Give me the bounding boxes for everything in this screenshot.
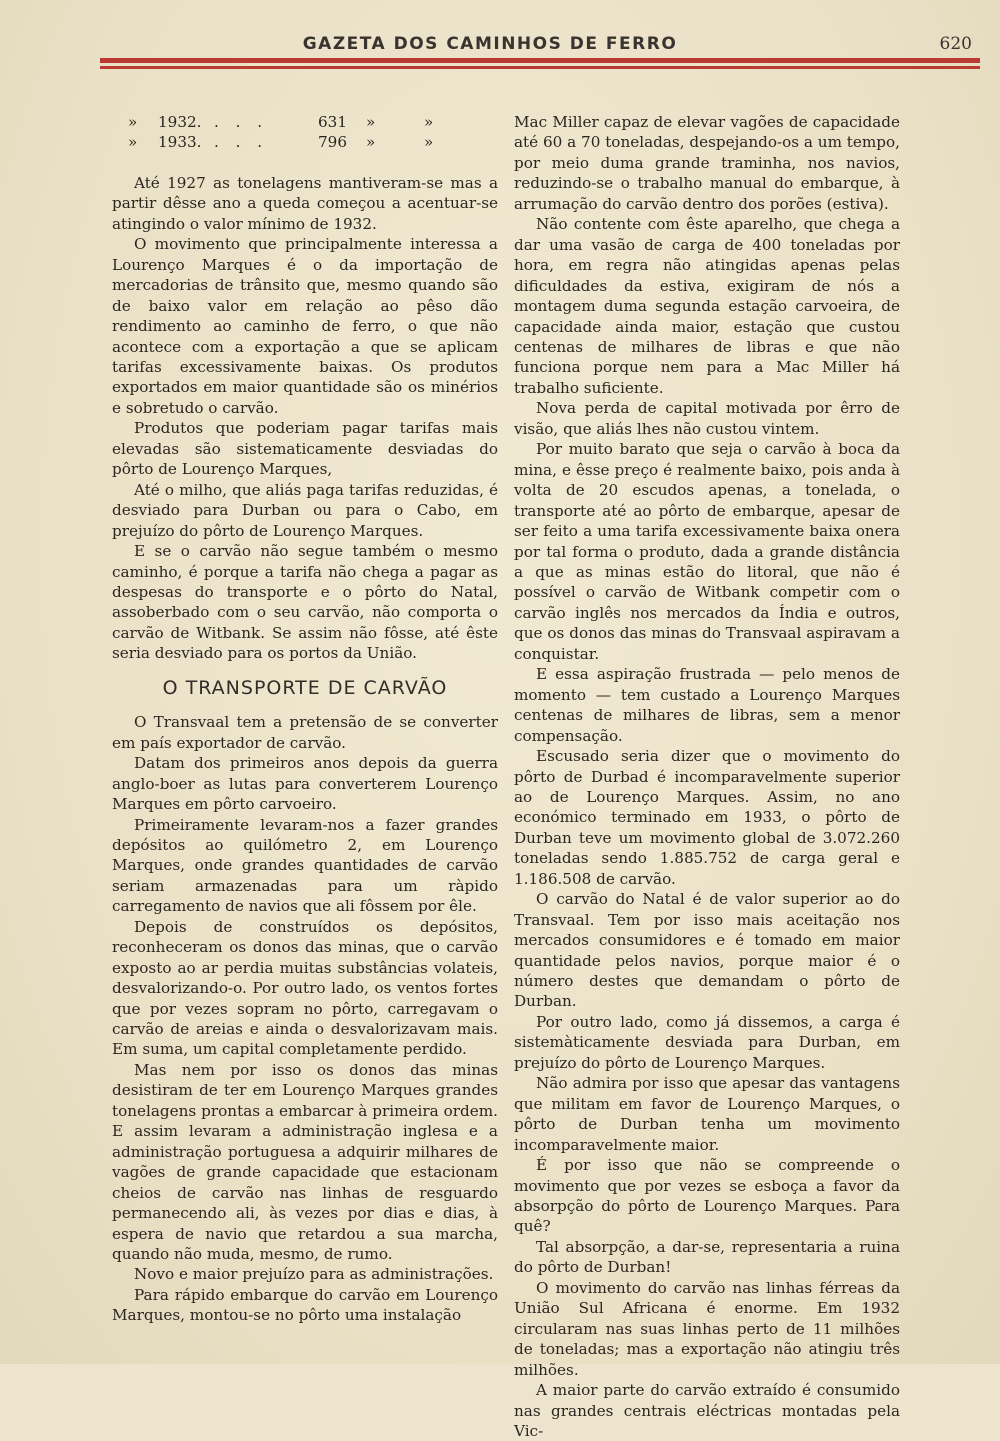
value-cell: 631 xyxy=(318,113,347,131)
paragraph: Até 1927 as tonelagens mantiveram-se mas a partir dêsse ano a queda começou a acentuar-se atingindo o valor mínimo de 1932. xyxy=(112,173,498,233)
header-rule-thick xyxy=(100,58,980,63)
paragraph: Para rápido embarque do carvão em Lourenço Marques, montou-se no pôrto uma instalação xyxy=(112,1285,498,1325)
paragraph: O movimento que principalmente interessa a Lourenço Marques é o da importação de mercadorias de trânsito que, mesmo quando são de baixo valor em relação ao pêso dão rendimento ao caminho de ferro, o que não acontece com a exportação a que se aplicam tarifas excessivamente baixas. Os produtos exportados em maior quantidade são os minérios e sobretudo o carvão. xyxy=(112,235,498,417)
tonnage-row-1933 xyxy=(112,132,498,152)
paragraph: E se o carvão não segue também o mesmo caminho, é porque a tarifa não chega a pagar as despesas do transporte e o pôrto do Natal, assoberbado com o seu carvão, não comporta o carvão de Witbank. Se assim não fôsse, até êste seria desviado para os portos da União. xyxy=(112,542,498,663)
paragraph: Produtos que poderiam pagar tarifas mais elevadas são sistematicamente desviadas do pôrto de Lourenço Marques, xyxy=(112,419,498,479)
left-column xyxy=(112,112,498,1326)
paragraph: Depois de construídos os depósitos, reconheceram os donos das minas, que o carvão exposto ao ar perdia muitas substâncias volateis, desvalorizando-o. Por outro lado, os ventos fortes que por vezes sopram no pôrto, carregavam o carvão de areias e ainda o desvalorizavam mais. Em suma, um capital completamente perdido. xyxy=(112,917,498,1059)
paragraph: Até o milho, que aliás paga tarifas reduzidas, é desviado para Durban ou para o Cabo, em prejuízo do pôrto de Lourenço Marques. xyxy=(112,480,498,540)
page-header xyxy=(100,30,980,70)
ditto-mark: » xyxy=(366,133,376,152)
paragraph: Novo e maior prejuízo para as administrações. xyxy=(134,1265,494,1284)
paragraph: Não admira por isso que apesar das vantagens que militam em favor de Lourenço Marques, o pôrto de Durban tenha um movimento incomparavelmente maior. xyxy=(514,1074,900,1154)
masthead-title: GAZETA DOS CAMINHOS DE FERRO xyxy=(302,34,678,54)
tonnage-row-1932 xyxy=(112,112,498,132)
year-cell: 1932. xyxy=(158,113,202,131)
right-column xyxy=(514,112,900,1441)
year-cell: 1933. xyxy=(158,133,202,152)
paragraph: Escusado seria dizer que o movimento do pôrto de Durbad é incomparavelmente superior ao de Lourenço Marques. Assim, no ano económico terminado em 1933, o pôrto de Durban teve um movimento global de 3.072.260 toneladas sendo 1.885.752 de carga geral e 1.186.508 de carvão. xyxy=(514,747,900,888)
paragraph: Nova perda de capital motivada por êrro de visão, que aliás lhes não custou vintem. xyxy=(514,399,900,438)
ditto-mark: » xyxy=(424,133,434,152)
header-rule-thin xyxy=(100,66,980,69)
paragraph: O movimento do carvão nas linhas férreas da União Sul Africana é enorme. Em 1932 circularam nas suas linhas perto de 11 milhões de toneladas; mas a exportação não atingiu três milhões. xyxy=(514,1278,900,1379)
paragraph: Tal absorpção, a dar-se, representaria a ruina do pôrto de Durban! xyxy=(514,1237,900,1277)
paragraph: E essa aspiração frustrada — pelo menos de momento — tem custado a Lourenço Marques centenas de milhares de libras, sem a menor compensação. xyxy=(514,665,900,745)
paragraph: O carvão do Natal é de valor superior ao do Transvaal. Tem por isso mais aceitação nos mercados consumidores e é tomado em maior quantidade pelos navios, porque maior é o número destes que demandam o pôrto de Durban. xyxy=(514,890,900,1011)
ditto-mark: » xyxy=(424,113,434,131)
paragraph: É por isso que não se compreende o movimento que por vezes se esboça a favor da absorpção do pôrto de Lourenço Marques. Para quê? xyxy=(514,1156,900,1236)
spacer xyxy=(112,153,498,173)
section-heading: O TRANSPORTE DE CARVÃO xyxy=(162,676,448,699)
paragraph: Primeiramente levaram-nos a fazer grandes depósitos ao quilómetro 2, em Lourenço Marques, onde grandes quantidades de carvão seriam armazenadas para um ràpido carregamento de navios que ali fôssem por êle. xyxy=(112,815,498,916)
paragraph: Mas nem por isso os donos das minas desistiram de ter em Lourenço Marques grandes tonelagens prontas a embarcar à primeira ordem. E assim levaram a administração inglesa e a administração portuguesa a adquirir milhares de vagões de grande capacidade que estacionam cheios de carvão nas linhas de resguardo permanecendo ali, às vezes por dias e dias, à espera de navio que retardou a sua marcha, quando não muda, mesmo, de rumo. xyxy=(112,1060,498,1264)
paragraph: Por outro lado, como já dissemos, a carga é sistemàticamente desviada para Durban, em prejuízo do pôrto de Lourenço Marques. xyxy=(514,1012,900,1072)
leader-dots: . . . xyxy=(214,113,269,131)
ditto-mark: » xyxy=(128,113,138,131)
leader-dots: . . . xyxy=(214,133,269,152)
continued-paragraph: Mac Miller capaz de elevar vagões de capacidade até 60 a 70 toneladas, despejando-os a um tempo, por meio duma grande traminha, nos navios, reduzindo-se o trabalho manual do embarque, à arrumação do carvão dentro dos porões (estiva). xyxy=(514,113,900,213)
paragraph: A maior parte do carvão extraído é consumido nas grandes centrais eléctricas montadas pela Vic- xyxy=(514,1381,900,1440)
ditto-mark: » xyxy=(128,133,138,152)
ditto-mark: » xyxy=(366,113,376,131)
paragraph: Datam dos primeiros anos depois da guerra anglo-boer as lutas para converterem Lourenço Marques em pôrto carvoeiro. xyxy=(112,754,498,814)
paragraph: Não contente com êste aparelho, que chega a dar uma vasão de carga de 400 toneladas por hora, em regra não atingidas apenas pelas dificuldades da estiva, exigiram de nós a montagem duma segunda estação carvoeira, de capacidade ainda maior, estação que custou centenas de milhares de libras e que não funciona porque nem para a Mac Miller há trabalho suficiente. xyxy=(514,215,900,397)
paragraph: O Transvaal tem a pretensão de se converter em país exportador de carvão. xyxy=(112,713,498,752)
value-cell: 796 xyxy=(318,133,347,152)
paragraph: Por muito barato que seja o carvão à boca da mina, e êsse preço é realmente baixo, pois anda à volta de 20 escudos apenas, a tonelada, o transporte até ao pôrto de embarque, apesar de ser feito a uma tarifa excessivamente baixa onera por tal forma o produto, dada a grande distância a que as minas estão do litoral, que não é possível o carvão de Witbank competir com o carvão inglês nos mercados da Índia e outros, que os donos das minas do Transvaal aspiravam a conquistar. xyxy=(514,440,900,663)
page-number: 620 xyxy=(939,34,972,54)
